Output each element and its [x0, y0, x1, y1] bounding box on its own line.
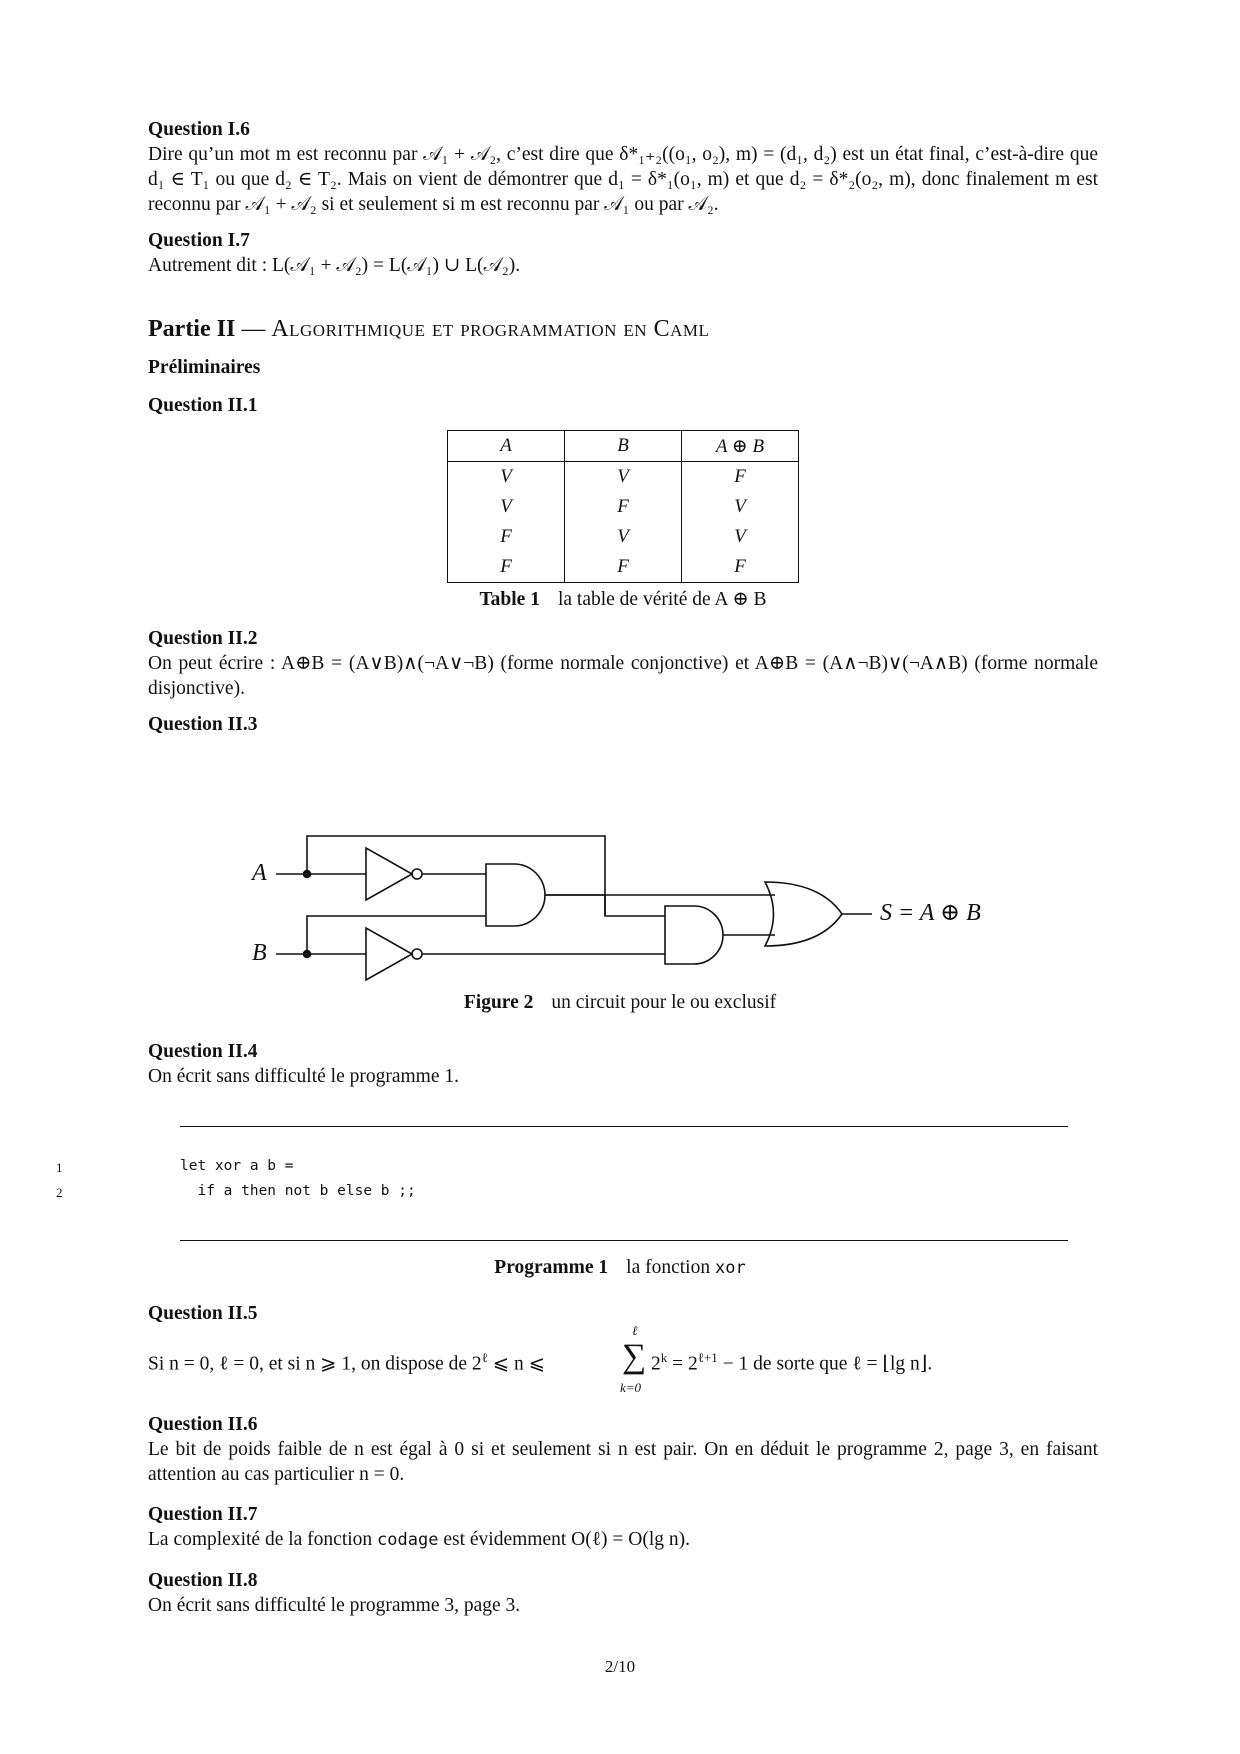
question-title: Question II.7 [148, 1504, 258, 1525]
formula-text [651, 1350, 932, 1376]
question-title: Question I.6 [148, 119, 250, 140]
table-row [448, 552, 799, 583]
and-gate-2 [665, 906, 723, 964]
line-number: 1 [56, 1160, 63, 1175]
input-label-a: A [252, 860, 267, 886]
table-cell: F [448, 522, 565, 552]
xor-circuit-diagram [0, 820, 1240, 1000]
code-rule-top [180, 1126, 1068, 1127]
table-header-cell: A [448, 431, 565, 462]
table-cell: V [565, 462, 682, 493]
table-header-cell: B [565, 431, 682, 462]
question-text: On écrit sans difficulté le programme 3, page 3. [148, 1595, 521, 1616]
question-text: Dire qu’un mot m est reconnu par 𝒜₁ + 𝒜₂, c’est dire que δ*₁₊₂((o₁, o₂), m) = (d₁, d₂) est un état final, c’est-à-dire que d₁ ∈ T₁ ou que d₂ ∈ T₂. Mais on vient de démontrer que d₁ = δ*₁(o₁, m) et que d₂ = δ*₂(o₂, m), donc finalement m est reconnu par 𝒜₁ + 𝒜₂ si et seulement si m est reconnu par 𝒜₁ ou par 𝒜₂. [148, 144, 1098, 215]
text-part: La complexité de la fonction [148, 1529, 378, 1550]
question-title: Question II.2 [148, 628, 258, 649]
question-title: Question II.6 [148, 1414, 258, 1435]
question-text: Autrement dit : L(𝒜₁ + 𝒜₂) = L(𝒜₁) ∪ L(𝒜₂). [148, 255, 521, 276]
output-label: S = A ⊕ B [880, 900, 981, 926]
table-cell: F [565, 552, 682, 583]
question-text [148, 1527, 1098, 1553]
wire [307, 916, 486, 954]
formula-part: 2 [651, 1353, 661, 1375]
section-title: Préliminaires [148, 357, 261, 378]
table-row [448, 522, 799, 552]
sum-formula-line [148, 1323, 1098, 1398]
sum-symbol: ∑ [622, 1338, 647, 1375]
caption-text: la fonction [626, 1257, 711, 1278]
truth-table-wrapper [148, 430, 1098, 613]
formula-part: − 1 de sorte que ℓ = ⌊lg n⌋. [717, 1353, 933, 1375]
part-dash: — [241, 316, 266, 342]
table-cell: F [682, 462, 799, 493]
table-cell: F [565, 492, 682, 522]
table-row [448, 462, 799, 493]
content [148, 118, 1098, 737]
caption-text: la table de vérité de A ⊕ B [557, 589, 767, 610]
text-part: est évidemment O(ℓ) = O(lg n). [438, 1529, 691, 1550]
question-title: Question II.4 [148, 1041, 258, 1062]
question-text: On écrit sans difficulté le programme 1. [148, 1066, 460, 1087]
part-title: Algorithmique et programmation en Caml [271, 316, 710, 342]
table-cell: V [448, 462, 565, 493]
question-block [148, 1040, 1098, 1089]
formula-text [148, 1350, 545, 1376]
table-cell: F [682, 552, 799, 583]
caption-code: xor [714, 1258, 746, 1278]
question-title: Question II.3 [148, 714, 258, 735]
program-caption [0, 1255, 1240, 1281]
page-number: 2/10 [604, 1657, 636, 1676]
caption-text: un circuit pour le ou exclusif [551, 992, 777, 1013]
sum-top: ℓ [632, 1323, 638, 1338]
question-title: Question II.8 [148, 1570, 258, 1591]
question-title: Question II.5 [148, 1303, 258, 1324]
table-cell: V [448, 492, 565, 522]
wire [545, 895, 605, 916]
formula-part: ⩽ n ⩽ [487, 1353, 545, 1375]
question-block [148, 1413, 1098, 1618]
figure-caption [0, 990, 1240, 1016]
not-gate-a [366, 848, 412, 900]
question-text: On peut écrire : A⊕B = (A∨B)∧(¬A∨¬B) (forme normale conjonctive) et A⊕B = (A∧¬B)∨(¬A∧B) (forme normale disjonctive). [148, 653, 1098, 699]
table-caption [148, 587, 1098, 613]
table-header-cell: A ⊕ B [682, 431, 799, 462]
part-heading [148, 314, 1098, 344]
formula-part: Si n = 0, ℓ = 0, et si n ⩾ 1, on dispose de 2 [148, 1353, 482, 1375]
formula-sup: k [660, 1350, 668, 1365]
code-line: let xor a b = [180, 1158, 294, 1174]
table-header-row [448, 431, 799, 462]
code-rule-bottom [180, 1240, 1068, 1241]
question-title: Question I.7 [148, 230, 250, 251]
line-number: 2 [56, 1185, 63, 1200]
formula-part: = 2 [667, 1353, 698, 1375]
input-label-b: B [252, 940, 267, 966]
question-block [148, 1302, 1098, 1326]
sum-bottom: k=0 [620, 1380, 642, 1395]
inline-code: codage [377, 1530, 439, 1550]
formula-sup: ℓ [481, 1350, 488, 1365]
caption-label: Table 1 [479, 589, 540, 610]
truth-table [447, 430, 799, 583]
table-cell: F [448, 552, 565, 583]
part-label: Partie II [148, 316, 236, 342]
question-title: Question II.1 [148, 395, 258, 416]
table-cell: V [565, 522, 682, 552]
question-text: Le bit de poids faible de n est égal à 0 si et seulement si n est pair. On en déduit le programme 2, page 3, en faisant attention au cas particulier n = 0. [148, 1439, 1098, 1485]
code-line: if a then not b else b ;; [180, 1183, 416, 1199]
formula-sup: ℓ+1 [697, 1350, 718, 1365]
caption-label: Programme 1 [494, 1257, 609, 1278]
table-cell: V [682, 522, 799, 552]
table-row [448, 492, 799, 522]
table-cell: V [682, 492, 799, 522]
or-gate [765, 882, 842, 946]
caption-label: Figure 2 [463, 992, 534, 1013]
and-gate-1 [486, 864, 545, 926]
not-gate-b [366, 928, 412, 980]
